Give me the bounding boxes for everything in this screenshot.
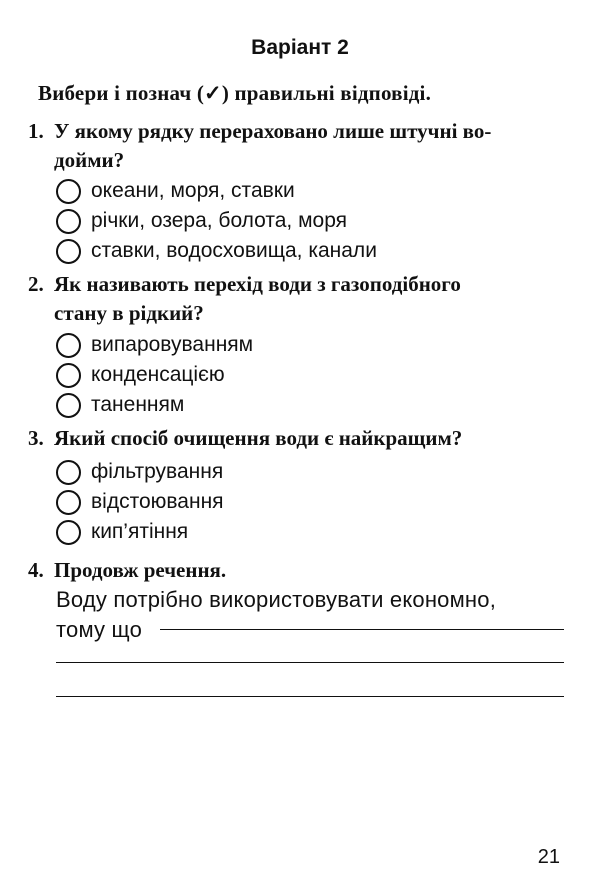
question-text-continued: стану в рідкий? [54, 301, 204, 325]
page-title: Варіант 2 [251, 36, 349, 59]
question-number: 2. [28, 272, 44, 296]
answer-option-label: фільтрування [91, 460, 224, 483]
answer-option[interactable] [56, 360, 225, 390]
question-4 [28, 556, 226, 585]
instruction: Вибери і познач (✓) правильні відповіді. [38, 81, 432, 105]
question-2 [28, 270, 461, 328]
answer-option[interactable] [56, 517, 188, 547]
question-text-continued: дойми? [54, 148, 125, 172]
answer-option[interactable] [56, 206, 347, 236]
question-text: У якому рядку перераховано лише штучні во- [54, 119, 492, 143]
answer-circle-checkbox[interactable] [56, 179, 81, 204]
answer-option[interactable] [56, 236, 377, 266]
answer-circle-checkbox[interactable] [56, 333, 81, 358]
answer-write-line[interactable] [160, 629, 564, 630]
answer-option[interactable] [56, 330, 253, 360]
question-number: 3. [28, 426, 44, 450]
sentence-start: Воду потрібно використовувати економно, [56, 587, 497, 612]
question-text: Продовж речення. [54, 558, 227, 582]
answer-option-label: таненням [91, 393, 185, 416]
sentence-continuation: тому що [56, 617, 143, 642]
answer-option-label: конденсацією [91, 363, 225, 386]
answer-circle-checkbox[interactable] [56, 209, 81, 234]
answer-write-line[interactable] [56, 662, 564, 663]
answer-option-label: океани, моря, ставки [91, 179, 295, 202]
answer-circle-checkbox[interactable] [56, 460, 81, 485]
answer-circle-checkbox[interactable] [56, 239, 81, 264]
question-text: Який спосіб очищення води є найкращим? [54, 426, 463, 450]
answer-option[interactable] [56, 457, 223, 487]
answer-circle-checkbox[interactable] [56, 393, 81, 418]
page-number: 21 [537, 846, 560, 868]
answer-option[interactable] [56, 390, 184, 420]
answer-circle-checkbox[interactable] [56, 363, 81, 388]
question-3 [28, 424, 462, 453]
answer-option-label: річки, озера, болота, моря [91, 209, 348, 232]
question-number: 4. [28, 558, 44, 582]
answer-option-label: відстоювання [91, 490, 224, 513]
answer-circle-checkbox[interactable] [56, 520, 81, 545]
answer-option[interactable] [56, 487, 224, 517]
answer-option-label: випаровуванням [91, 333, 254, 356]
answer-option-label: ставки, водосховища, канали [91, 239, 377, 262]
question-1 [28, 117, 491, 175]
answer-write-line[interactable] [56, 696, 564, 697]
answer-circle-checkbox[interactable] [56, 490, 81, 515]
answer-option[interactable] [56, 176, 295, 206]
answer-option-label: кип’ятіння [91, 520, 189, 543]
question-text: Як називають перехід води з газоподібного [54, 272, 461, 296]
question-number: 1. [28, 119, 44, 143]
